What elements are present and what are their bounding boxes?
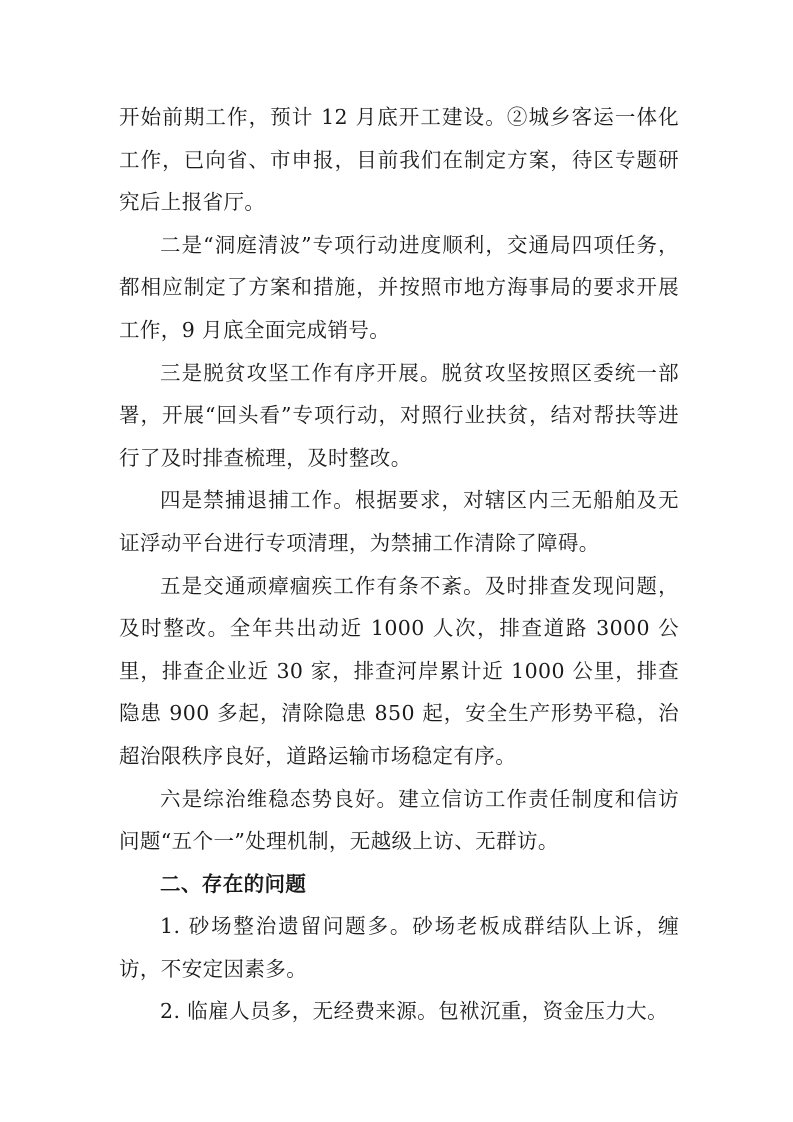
paragraph-item-4: 四是禁捕退捕工作。根据要求，对辖区内三无船舶及无证浮动平台进行专项清理，为禁捕工作清除了障碍。 [119,488,679,555]
paragraph-item-2: 二是“洞庭清波”专项行动进度顺利，交通局四项任务，都相应制定了方案和措施，并按照市地方海事局的要求开展工作，9 月底全面完成销号。 [119,232,679,342]
issue-item-2: 2. 临雇人员多，无经费来源。包袱沉重，资金压力大。 [160,999,668,1024]
paragraph-item-3: 三是脱贫攻坚工作有序开展。脱贫攻坚按照区委统一部署，开展“回头看”专项行动，对照行业扶贫，结对帮扶等进行了及时排查梳理，及时整改。 [119,360,679,470]
document-page [119,96,679,1033]
section-heading: 二、存在的问题 [160,871,307,896]
paragraph-continued: 开始前期工作，预计 12 月底开工建设。②城乡客运一体化工作，已向省、市申报，目前我们在制定方案，待区专题研究后上报省厅。 [119,105,679,215]
paragraph-item-6: 六是综治维稳态势良好。建立信访工作责任制度和信访问题“五个一”处理机制，无越级上访、无群访。 [119,786,679,854]
paragraph-item-5: 五是交通顽瘴痼疾工作有条不紊。及时排查发现问题，及时整改。全年共出动近 1000 人次，排查道路 3000 公里，排查企业近 30 家，排查河岸累计近 1000 公里，排查隐患 900 多起，清除隐患 850 起，安全生产形势平稳，治超治限秩序良好，道路运输市场稳定有序。 [119,573,679,768]
issue-item-1: 1. 砂场整治遗留问题多。砂场老板成群结队上诉，缠访，不安定因素多。 [119,914,679,981]
